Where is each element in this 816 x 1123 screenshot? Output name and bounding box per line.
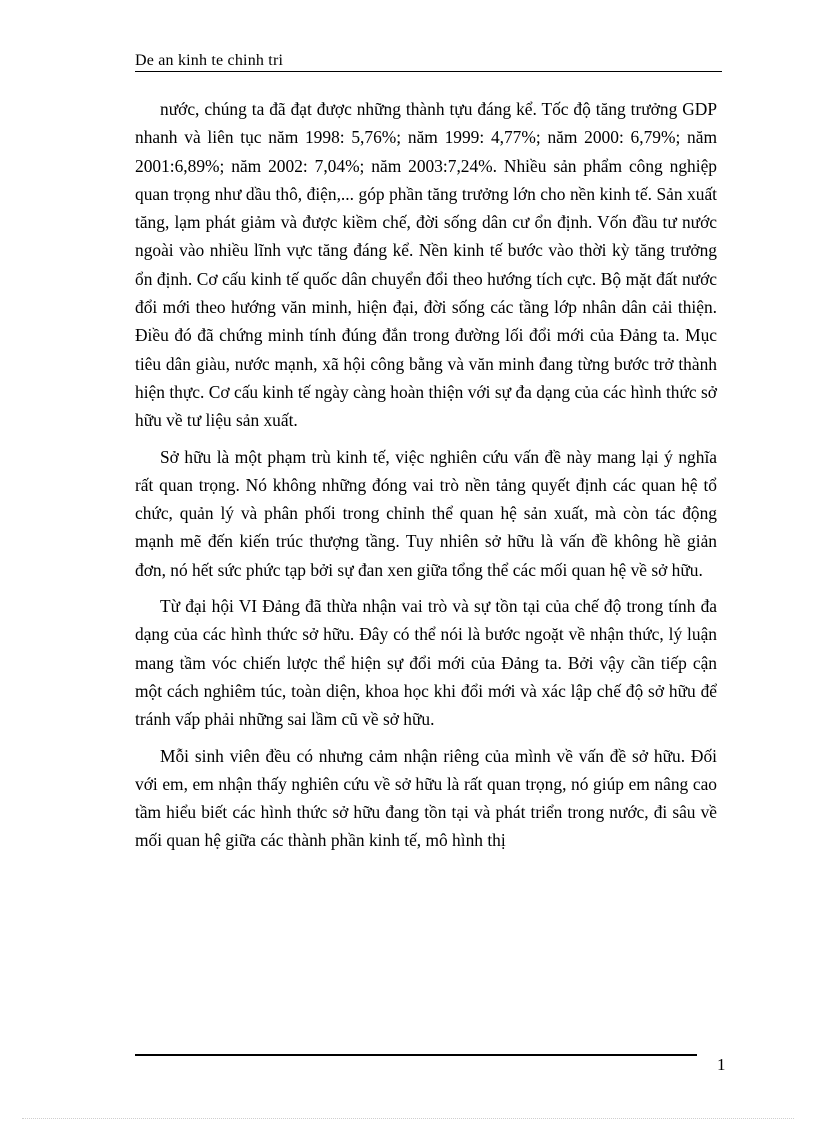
header-divider [135,71,722,72]
page-number: 1 [717,1055,726,1074]
paragraph: Từ đại hội VI Đảng đã thừa nhận vai trò và sự tồn tại của chế độ trong tính đa dạng của các hình thức sở hữu. Đây có thể nói là bước ngoặt về nhận thức, lý luận mang tầm vóc chiến lược thể hiện sự đổi mới của Đảng ta. Bởi vậy cần tiếp cận một cách nghiêm túc, toàn diện, khoa học khi đổi mới và xác lập chế độ sở hữu để tránh vấp phải những sai lầm cũ về sở hữu. [135,596,717,730]
footer-divider [135,1054,697,1056]
page-bottom-edge [22,1118,794,1119]
document-body [135,95,717,863]
paragraph: Sở hữu là một phạm trù kinh tế, việc nghiên cứu vấn đề này mang lại ý nghĩa rất quan trọng. Nó không những đóng vai trò nền tảng quyết định các quan hệ tổ chức, quản lý và phân phối trong chỉnh thể quan hệ sản xuất, mà còn tác động mạnh mẽ đến kiến trúc thượng tầng. Tuy nhiên sở hữu là vấn đề không hề giản đơn, nó hết sức phức tạp bởi sự đan xen giữa tổng thể các mối quan hệ về sở hữu. [135,446,717,580]
paragraph: nước, chúng ta đã đạt được những thành tựu đáng kể. Tốc độ tăng trưởng GDP nhanh và liên tục năm 1998: 5,76%; năm 1999: 4,77%; năm 2000: 6,79%; năm 2001:6,89%; năm 2002: 7,04%; năm 2003:7,24%. Nhiều sản phẩm công nghiệp quan trọng như dầu thô, điện,... góp phần tăng trưởng lớn cho nền kinh tế. Sản xuất tăng, lạm phát giảm và được kiềm chế, đời sống dân cư ổn định. Vốn đầu tư nước ngoài vào nhiều lĩnh vực tăng đáng kể. Nền kinh tế bước vào thời kỳ tăng trưởng ổn định. Cơ cấu kinh tế quốc dân chuyển đổi theo hướng tích cực. Bộ mặt đất nước đổi mới theo hướng văn minh, hiện đại, đời sống các tầng lớp nhân dân cải thiện. Điều đó đã chứng minh tính đúng đắn trong đường lối đổi mới của Đảng ta. Mục tiêu dân giàu, nước mạnh, xã hội công bằng và văn minh đang từng bước trở thành hiện thực. Cơ cấu kinh tế ngày càng hoàn thiện với sự đa dạng của các hình thức sở hữu về tư liệu sản xuất. [135,99,717,431]
running-header-title: De an kinh te chinh tri [135,52,284,69]
paragraph: Mỗi sinh viên đều có nhưng cảm nhận riêng của mình về vấn đề sở hữu. Đối với em, em nhận thấy nghiên cứu về sở hữu là rất quan trọng, nó giúp em nâng cao tầm hiểu biết các hình thức sở hữu đang tồn tại và phát triển trong nước, đi sâu về mối quan hệ giữa các thành phần kinh tế, mô hình thị [135,745,717,851]
